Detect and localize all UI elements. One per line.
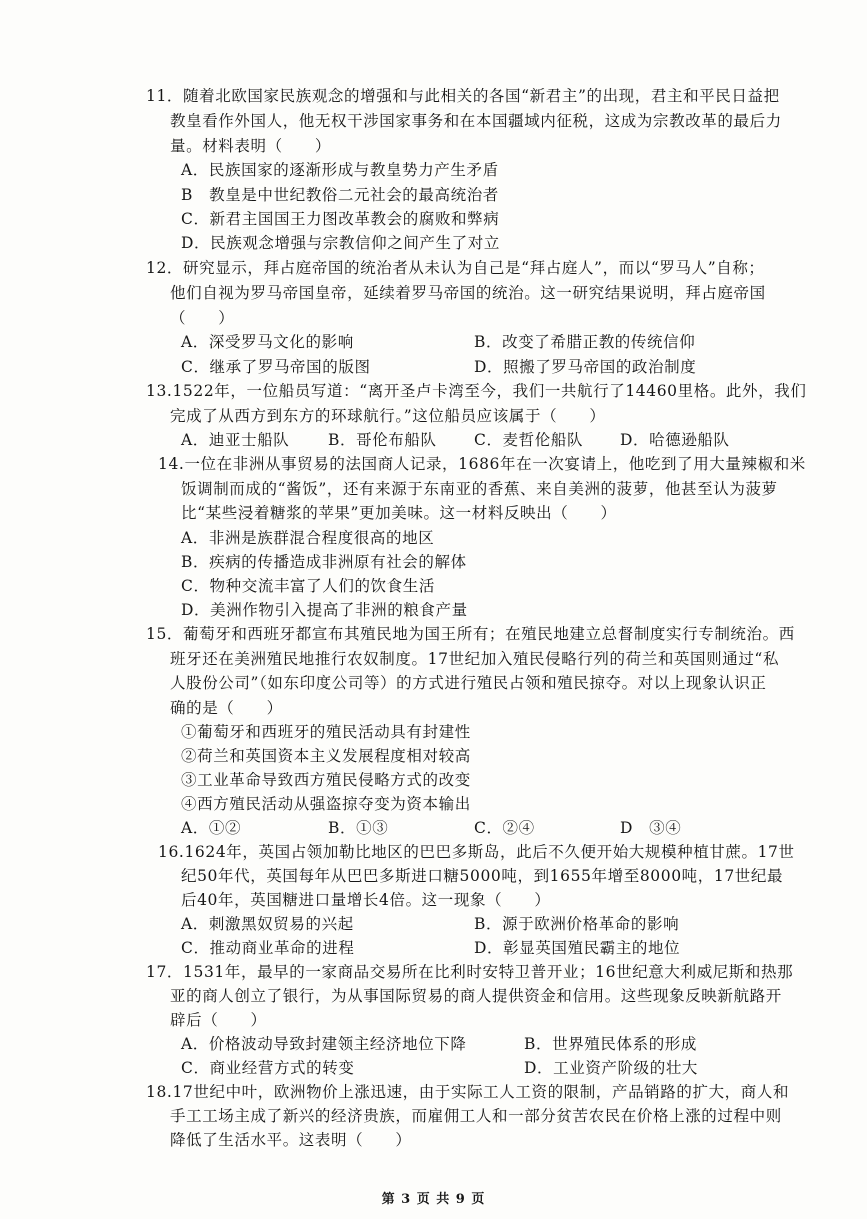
question-14-stem-line-2: 饭调制而成的“酱饭”，还有来源于东南亚的香蕉、来自美洲的菠萝，他甚至认为菠萝 xyxy=(181,480,778,498)
question-13-stem-line-1: 13.1522年，一位船员写道：“离开圣卢卡湾至今，我们一共航行了14460里格。此外，我们 xyxy=(146,382,807,400)
question-16-option-b: B．源于欧洲价格革命的影响 xyxy=(474,915,680,933)
question-13-option-d: D．哈德逊船队 xyxy=(620,431,730,449)
question-12-option-a: A．深受罗马文化的影响 xyxy=(181,333,354,351)
question-12-stem-line-3: （ ） xyxy=(170,309,235,327)
question-13-option-b: B．哥伦布船队 xyxy=(328,431,437,449)
question-18-stem-line-2: 手工工场主成了新兴的经济贵族，而雇佣工人和一部分贫苦农民在价格上涨的过程中则 xyxy=(170,1107,782,1125)
question-16-option-a: A．刺激黑奴贸易的兴起 xyxy=(181,915,354,933)
question-13-option-c: C．麦哲伦船队 xyxy=(474,431,584,449)
question-11-stem-line-2: 教皇看作外国人，他无权干涉国家事务和在本国疆域内征税，这成为宗教改革的最后力 xyxy=(170,112,782,130)
question-14-option-b: B．疾病的传播造成非洲原有社会的解体 xyxy=(181,553,467,571)
question-18-stem-line-3: 降低了生活水平。这表明（ ） xyxy=(170,1131,412,1149)
question-15-stem-line-1: 15．葡萄牙和西班牙都宣布其殖民地为国王所有；在殖民地建立总督制度实行专制统治。西 xyxy=(146,625,795,643)
question-15-statement-3: ③工业革命导致西方殖民侵略方式的改变 xyxy=(181,771,471,789)
question-16-stem-line-3: 后40年，英国糖进口量增长4倍。这一现象（ ） xyxy=(181,891,551,909)
question-14-option-d: D．美洲作物引入提高了非洲的粮食产量 xyxy=(181,601,468,619)
question-13-option-a: A．迪亚士船队 xyxy=(181,431,290,449)
question-16-option-d: D．彰显英国殖民霸主的地位 xyxy=(474,939,681,957)
question-16-stem-line-1: 16.1624年，英国占领加勒比地区的巴巴多斯岛，此后不久便开始大规模种植甘蔗。17世 xyxy=(158,843,795,861)
question-17-stem-line-3: 辟后（ ） xyxy=(170,1011,267,1029)
question-15-stem-line-2: 班牙还在美洲殖民地推行农奴制度。17世纪加入殖民侵略行列的荷兰和英国则通过“私 xyxy=(170,650,780,668)
question-11-option-b: B 教皇是中世纪教俗二元社会的最高统治者 xyxy=(181,186,499,204)
question-15-option-c: C．②④ xyxy=(474,819,535,837)
question-11-option-c: C．新君主国国王力图改革教会的腐败和弊病 xyxy=(181,210,500,228)
question-17-stem-line-2: 亚的商人创立了银行，为从事国际贸易的商人提供资金和信用。这些现象反映新航路开 xyxy=(170,987,782,1005)
question-14-option-a: A．非洲是族群混合程度很高的地区 xyxy=(181,529,435,547)
question-14-stem-line-1: 14.一位在非洲从事贸易的法国商人记录，1686年在一次宴请上，他吃到了用大量辣椒和米 xyxy=(158,455,806,473)
question-18-stem-line-1: 18.17世纪中叶，欧洲物价上涨迅速，由于实际工人工资的限制，产品销路的扩大，商人和 xyxy=(146,1083,790,1101)
question-12-option-c: C．继承了罗马帝国的版图 xyxy=(181,358,371,376)
question-12-option-b: B．改变了希腊正教的传统信仰 xyxy=(474,333,696,351)
question-16-stem-line-2: 纪50年代，英国每年从巴巴多斯进口糖5000吨，到1655年增至8000吨，17世纪最 xyxy=(181,867,784,885)
question-17-option-c: C．商业经营方式的转变 xyxy=(181,1059,355,1077)
question-11-stem-line-1: 11．随着北欧国家民族观念的增强和与此相关的各国“新君主”的出现，君主和平民日益把 xyxy=(146,87,780,105)
question-16-option-c: C．推动商业革命的进程 xyxy=(181,939,355,957)
question-11-option-d: D．民族观念增强与宗教信仰之间产生了对立 xyxy=(181,234,500,252)
question-13-stem-line-2: 完成了从西方到东方的环球航行。”这位船员应该属于（ ） xyxy=(170,407,606,425)
question-12-stem-line-1: 12．研究显示，拜占庭帝国的统治者从未认为自己是“拜占庭人”，而以“罗马人”自称； xyxy=(146,259,765,277)
question-17-option-b: B．世界殖民体系的形成 xyxy=(524,1035,697,1053)
question-14-option-c: C．物种交流丰富了人们的饮食生活 xyxy=(181,577,435,595)
question-15-option-a: A．①② xyxy=(181,819,242,837)
question-15-statement-1: ①葡萄牙和西班牙的殖民活动具有封建性 xyxy=(181,723,471,741)
question-14-stem-line-3: 比“某些浸着糖浆的苹果”更加美味。这一材料反映出（ ） xyxy=(181,504,617,522)
question-15-stem-line-4: 确的是（ ） xyxy=(170,699,283,717)
question-15-option-b: B．①③ xyxy=(328,819,389,837)
question-11-stem-line-3: 量。材料表明（ ） xyxy=(170,137,332,155)
page-number-footer: 第 3 页 共 9 页 xyxy=(381,1192,486,1207)
question-17-option-d: D．工业资产阶级的壮大 xyxy=(524,1059,699,1077)
question-15-statement-2: ②荷兰和英国资本主义发展程度相对较高 xyxy=(181,747,471,765)
question-17-option-a: A．价格波动导致封建领主经济地位下降 xyxy=(181,1035,467,1053)
question-17-stem-line-1: 17．1531年，最早的一家商品交易所在比利时安特卫普开业；16世纪意大利威尼斯和热那 xyxy=(146,963,794,981)
question-11-option-a: A．民族国家的逐渐形成与教皇势力产生矛盾 xyxy=(181,161,499,179)
question-12-option-d: D．照搬了罗马帝国的政治制度 xyxy=(474,358,697,376)
question-15-option-d: D ③④ xyxy=(620,819,682,837)
question-12-stem-line-2: 他们自视为罗马帝国皇帝，延续着罗马帝国的统治。这一研究结果说明，拜占庭帝国 xyxy=(170,284,766,302)
question-15-stem-line-3: 人股份公司”（如东印度公司等）的方式进行殖民占领和殖民掠夺。对以上现象认识正 xyxy=(170,674,767,692)
question-15-statement-4: ④西方殖民活动从强盗掠夺变为资本输出 xyxy=(181,795,471,813)
